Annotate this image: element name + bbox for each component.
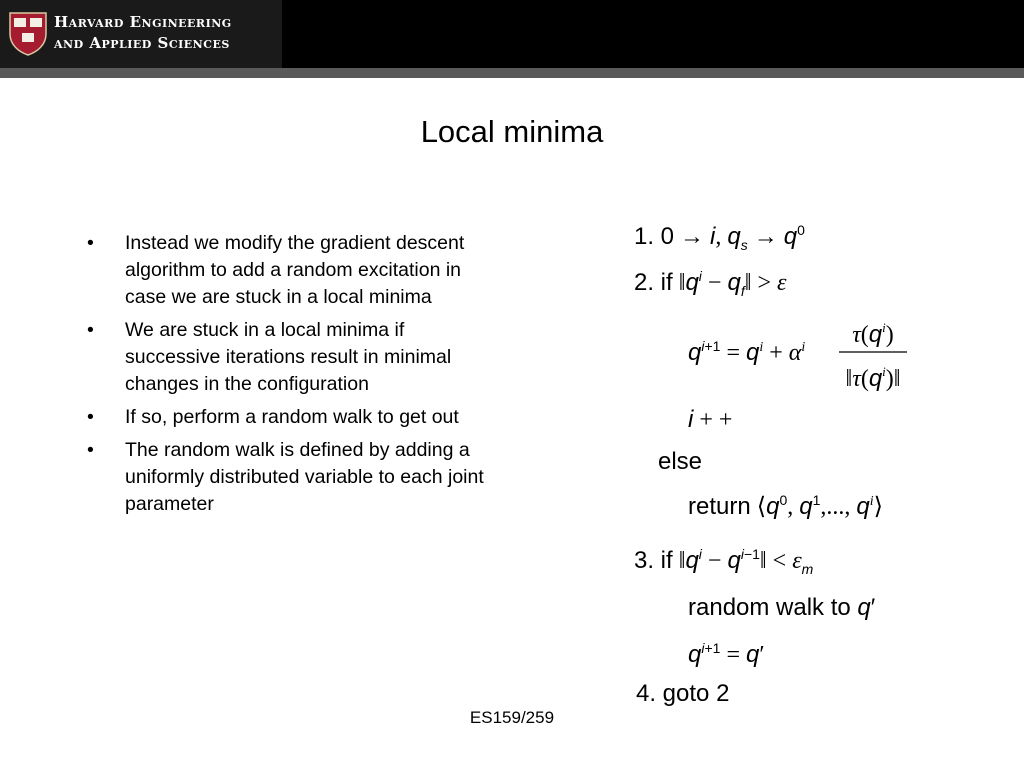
list-item: • Instead we modify the gradient descent algorithm to add a random excitation in case we are stuck in a local minima bbox=[84, 230, 484, 311]
algorithm-step-1: 1. 0 → i, $q_s \to q^0$ bbox=[634, 222, 805, 253]
footer-course-code: ES159/259 bbox=[469, 708, 555, 727]
brand-line-1: Harvard Engineering bbox=[54, 13, 232, 31]
algorithm-update-rule: $q^{i+1} = q^i + \alpha^i$ bbox=[688, 338, 806, 366]
algorithm-increment: i + + bbox=[688, 406, 733, 433]
normalized-gradient-fraction bbox=[835, 310, 911, 400]
algorithm-return: return $⟨q^0$, $q^1$,..., $q^i⟩$ bbox=[688, 492, 884, 520]
algorithm-step-3: 3. if $‖q^i$ − $q^{i-1}‖ < \varepsilon_m$ bbox=[634, 546, 814, 577]
header-bar bbox=[0, 0, 1024, 68]
svg-text:‖τ(qi)‖: $‖\tau(q^i)‖$ bbox=[845, 364, 901, 392]
algorithm-else: else bbox=[658, 448, 703, 475]
list-item: • We are stuck in a local minima if successive iterations result in minimal changes in the configuration bbox=[84, 317, 484, 398]
harvard-shield-icon bbox=[9, 12, 47, 56]
svg-text:τ(qi): $\tau(q^i)$ bbox=[852, 320, 894, 348]
list-item: • The random walk is defined by adding a uniformly distributed variable to each joint parameter bbox=[84, 437, 484, 518]
logo bbox=[0, 0, 282, 68]
algorithm-assign: $q^{i+1} = q'$ bbox=[688, 640, 765, 668]
bullet-list bbox=[84, 230, 484, 524]
list-item: • If so, perform a random walk to get out bbox=[84, 404, 484, 431]
slide-title: Local minima bbox=[420, 114, 604, 149]
header-divider bbox=[0, 68, 1024, 78]
brand-text bbox=[54, 12, 232, 54]
algorithm-step-2: 2. if $‖q^i$ − $q_f‖ > \varepsilon$ bbox=[634, 268, 787, 299]
algorithm-step-4: 4. goto 2 bbox=[636, 680, 730, 707]
algorithm-random-walk: random walk to q′ bbox=[688, 594, 876, 621]
brand-line-2: and Applied Sciences bbox=[54, 34, 230, 52]
